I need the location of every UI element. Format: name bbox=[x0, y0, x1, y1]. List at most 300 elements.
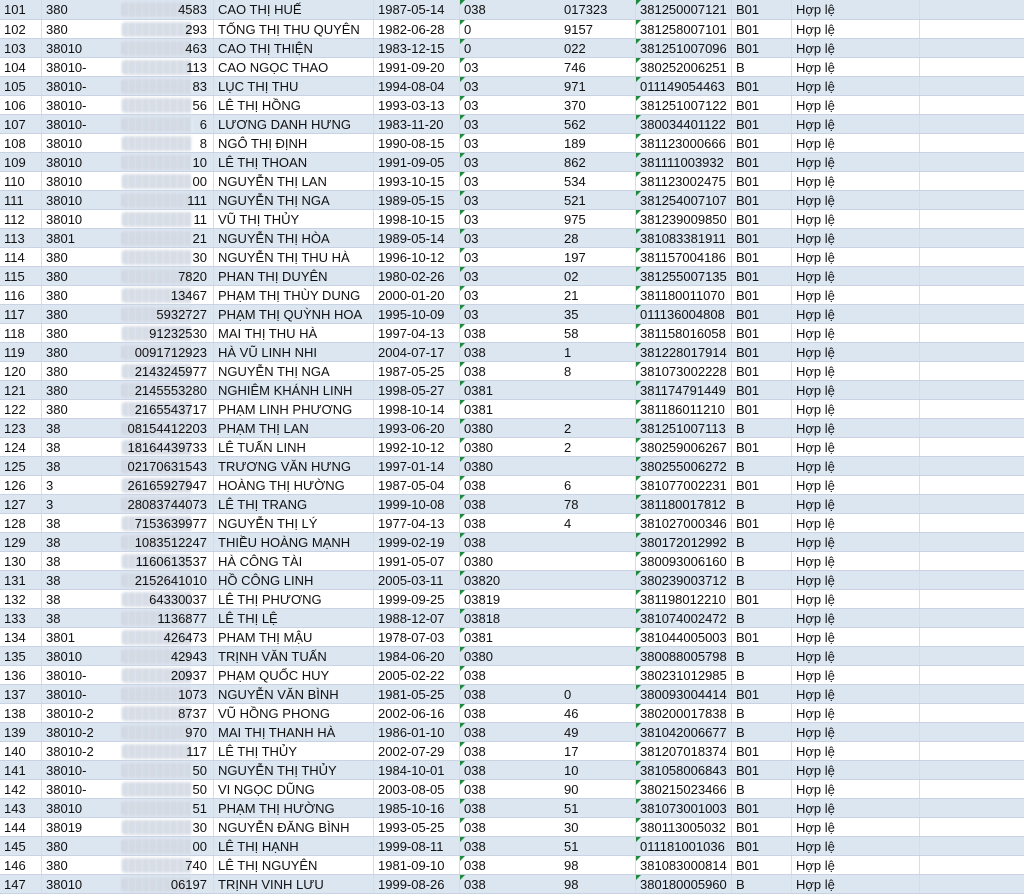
cell-insurance[interactable] bbox=[636, 457, 732, 475]
cell-status[interactable] bbox=[792, 514, 920, 532]
cell-dob[interactable] bbox=[374, 438, 460, 456]
cell-dob[interactable] bbox=[374, 495, 460, 513]
cell-dob[interactable] bbox=[374, 609, 460, 627]
cell-class[interactable] bbox=[732, 153, 792, 171]
cell-dob[interactable] bbox=[374, 248, 460, 266]
cell-status[interactable] bbox=[792, 609, 920, 627]
cell-name[interactable] bbox=[214, 267, 374, 285]
cell-insurance[interactable] bbox=[636, 799, 732, 817]
cell-insurance[interactable] bbox=[636, 875, 732, 893]
cell-index[interactable] bbox=[0, 438, 42, 456]
cell-code[interactable] bbox=[42, 590, 214, 608]
cell-empty[interactable] bbox=[920, 571, 1024, 589]
cell-phone[interactable] bbox=[460, 58, 636, 76]
cell-empty[interactable] bbox=[920, 799, 1024, 817]
cell-name[interactable] bbox=[214, 514, 374, 532]
cell-insurance[interactable] bbox=[636, 628, 732, 646]
cell-index[interactable] bbox=[0, 20, 42, 38]
cell-index[interactable] bbox=[0, 172, 42, 190]
cell-status[interactable] bbox=[792, 400, 920, 418]
cell-status[interactable] bbox=[792, 267, 920, 285]
cell-name[interactable] bbox=[214, 533, 374, 551]
cell-status[interactable] bbox=[792, 723, 920, 741]
cell-dob[interactable] bbox=[374, 153, 460, 171]
cell-index[interactable] bbox=[0, 77, 42, 95]
cell-empty[interactable] bbox=[920, 362, 1024, 380]
cell-code[interactable] bbox=[42, 191, 214, 209]
table-row[interactable] bbox=[0, 115, 1024, 134]
cell-phone[interactable] bbox=[460, 856, 636, 874]
cell-phone[interactable] bbox=[460, 533, 636, 551]
cell-code[interactable] bbox=[42, 818, 214, 836]
cell-name[interactable] bbox=[214, 324, 374, 342]
cell-name[interactable] bbox=[214, 552, 374, 570]
cell-status[interactable] bbox=[792, 191, 920, 209]
cell-code[interactable] bbox=[42, 666, 214, 684]
cell-phone[interactable] bbox=[460, 134, 636, 152]
cell-phone[interactable] bbox=[460, 400, 636, 418]
cell-class[interactable] bbox=[732, 495, 792, 513]
cell-phone[interactable] bbox=[460, 172, 636, 190]
cell-empty[interactable] bbox=[920, 666, 1024, 684]
table-row[interactable] bbox=[0, 362, 1024, 381]
table-row[interactable] bbox=[0, 210, 1024, 229]
cell-code[interactable] bbox=[42, 362, 214, 380]
cell-class[interactable] bbox=[732, 134, 792, 152]
cell-code[interactable] bbox=[42, 685, 214, 703]
cell-dob[interactable] bbox=[374, 286, 460, 304]
cell-phone[interactable] bbox=[460, 438, 636, 456]
cell-insurance[interactable] bbox=[636, 248, 732, 266]
cell-insurance[interactable] bbox=[636, 267, 732, 285]
cell-index[interactable] bbox=[0, 571, 42, 589]
cell-empty[interactable] bbox=[920, 761, 1024, 779]
cell-class[interactable] bbox=[732, 780, 792, 798]
cell-empty[interactable] bbox=[920, 837, 1024, 855]
table-row[interactable] bbox=[0, 267, 1024, 286]
cell-name[interactable] bbox=[214, 0, 374, 19]
cell-empty[interactable] bbox=[920, 20, 1024, 38]
cell-insurance[interactable] bbox=[636, 704, 732, 722]
cell-phone[interactable] bbox=[460, 628, 636, 646]
table-row[interactable] bbox=[0, 153, 1024, 172]
cell-insurance[interactable] bbox=[636, 172, 732, 190]
cell-name[interactable] bbox=[214, 685, 374, 703]
cell-dob[interactable] bbox=[374, 229, 460, 247]
cell-code[interactable] bbox=[42, 134, 214, 152]
cell-index[interactable] bbox=[0, 799, 42, 817]
cell-insurance[interactable] bbox=[636, 229, 732, 247]
cell-dob[interactable] bbox=[374, 837, 460, 855]
cell-empty[interactable] bbox=[920, 514, 1024, 532]
cell-empty[interactable] bbox=[920, 476, 1024, 494]
cell-status[interactable] bbox=[792, 248, 920, 266]
cell-insurance[interactable] bbox=[636, 381, 732, 399]
cell-name[interactable] bbox=[214, 305, 374, 323]
cell-name[interactable] bbox=[214, 172, 374, 190]
cell-name[interactable] bbox=[214, 647, 374, 665]
cell-code[interactable] bbox=[42, 210, 214, 228]
cell-status[interactable] bbox=[792, 761, 920, 779]
cell-class[interactable] bbox=[732, 115, 792, 133]
cell-name[interactable] bbox=[214, 818, 374, 836]
cell-status[interactable] bbox=[792, 704, 920, 722]
cell-empty[interactable] bbox=[920, 267, 1024, 285]
cell-status[interactable] bbox=[792, 419, 920, 437]
cell-empty[interactable] bbox=[920, 248, 1024, 266]
cell-class[interactable] bbox=[732, 419, 792, 437]
cell-dob[interactable] bbox=[374, 343, 460, 361]
cell-empty[interactable] bbox=[920, 96, 1024, 114]
cell-index[interactable] bbox=[0, 495, 42, 513]
cell-dob[interactable] bbox=[374, 58, 460, 76]
cell-code[interactable] bbox=[42, 343, 214, 361]
cell-code[interactable] bbox=[42, 514, 214, 532]
table-row[interactable] bbox=[0, 58, 1024, 77]
cell-code[interactable] bbox=[42, 780, 214, 798]
cell-status[interactable] bbox=[792, 628, 920, 646]
cell-index[interactable] bbox=[0, 780, 42, 798]
cell-insurance[interactable] bbox=[636, 780, 732, 798]
cell-class[interactable] bbox=[732, 381, 792, 399]
cell-empty[interactable] bbox=[920, 590, 1024, 608]
cell-empty[interactable] bbox=[920, 134, 1024, 152]
cell-status[interactable] bbox=[792, 818, 920, 836]
cell-index[interactable] bbox=[0, 362, 42, 380]
cell-index[interactable] bbox=[0, 229, 42, 247]
cell-dob[interactable] bbox=[374, 856, 460, 874]
cell-status[interactable] bbox=[792, 134, 920, 152]
cell-class[interactable] bbox=[732, 267, 792, 285]
cell-class[interactable] bbox=[732, 761, 792, 779]
cell-dob[interactable] bbox=[374, 514, 460, 532]
cell-insurance[interactable] bbox=[636, 191, 732, 209]
cell-phone[interactable] bbox=[460, 305, 636, 323]
table-row[interactable] bbox=[0, 39, 1024, 58]
cell-code[interactable] bbox=[42, 400, 214, 418]
cell-class[interactable] bbox=[732, 362, 792, 380]
cell-class[interactable] bbox=[732, 191, 792, 209]
cell-name[interactable] bbox=[214, 742, 374, 760]
cell-empty[interactable] bbox=[920, 324, 1024, 342]
cell-dob[interactable] bbox=[374, 324, 460, 342]
cell-class[interactable] bbox=[732, 58, 792, 76]
cell-code[interactable] bbox=[42, 704, 214, 722]
cell-phone[interactable] bbox=[460, 96, 636, 114]
cell-code[interactable] bbox=[42, 286, 214, 304]
cell-dob[interactable] bbox=[374, 628, 460, 646]
cell-insurance[interactable] bbox=[636, 115, 732, 133]
cell-phone[interactable] bbox=[460, 115, 636, 133]
cell-class[interactable] bbox=[732, 39, 792, 57]
cell-name[interactable] bbox=[214, 20, 374, 38]
cell-index[interactable] bbox=[0, 0, 42, 19]
table-row[interactable] bbox=[0, 533, 1024, 552]
cell-dob[interactable] bbox=[374, 590, 460, 608]
cell-code[interactable] bbox=[42, 476, 214, 494]
cell-phone[interactable] bbox=[460, 875, 636, 893]
cell-name[interactable] bbox=[214, 134, 374, 152]
cell-index[interactable] bbox=[0, 628, 42, 646]
cell-insurance[interactable] bbox=[636, 685, 732, 703]
cell-name[interactable] bbox=[214, 248, 374, 266]
cell-class[interactable] bbox=[732, 799, 792, 817]
table-row[interactable] bbox=[0, 77, 1024, 96]
table-row[interactable] bbox=[0, 799, 1024, 818]
cell-index[interactable] bbox=[0, 476, 42, 494]
table-row[interactable] bbox=[0, 723, 1024, 742]
cell-code[interactable] bbox=[42, 58, 214, 76]
cell-name[interactable] bbox=[214, 191, 374, 209]
table-row[interactable] bbox=[0, 0, 1024, 20]
cell-dob[interactable] bbox=[374, 552, 460, 570]
cell-name[interactable] bbox=[214, 58, 374, 76]
cell-phone[interactable] bbox=[460, 761, 636, 779]
cell-empty[interactable] bbox=[920, 495, 1024, 513]
cell-insurance[interactable] bbox=[636, 153, 732, 171]
cell-phone[interactable] bbox=[460, 153, 636, 171]
cell-insurance[interactable] bbox=[636, 514, 732, 532]
table-row[interactable] bbox=[0, 286, 1024, 305]
cell-phone[interactable] bbox=[460, 381, 636, 399]
cell-class[interactable] bbox=[732, 77, 792, 95]
cell-status[interactable] bbox=[792, 381, 920, 399]
cell-class[interactable] bbox=[732, 609, 792, 627]
cell-phone[interactable] bbox=[460, 495, 636, 513]
cell-empty[interactable] bbox=[920, 552, 1024, 570]
cell-phone[interactable] bbox=[460, 210, 636, 228]
cell-name[interactable] bbox=[214, 609, 374, 627]
cell-dob[interactable] bbox=[374, 134, 460, 152]
cell-empty[interactable] bbox=[920, 704, 1024, 722]
table-row[interactable] bbox=[0, 191, 1024, 210]
cell-phone[interactable] bbox=[460, 514, 636, 532]
cell-class[interactable] bbox=[732, 837, 792, 855]
cell-insurance[interactable] bbox=[636, 647, 732, 665]
cell-name[interactable] bbox=[214, 761, 374, 779]
cell-code[interactable] bbox=[42, 115, 214, 133]
table-row[interactable] bbox=[0, 20, 1024, 39]
table-row[interactable] bbox=[0, 96, 1024, 115]
cell-name[interactable] bbox=[214, 799, 374, 817]
table-row[interactable] bbox=[0, 419, 1024, 438]
cell-dob[interactable] bbox=[374, 685, 460, 703]
cell-empty[interactable] bbox=[920, 381, 1024, 399]
table-row[interactable] bbox=[0, 875, 1024, 894]
table-row[interactable] bbox=[0, 742, 1024, 761]
cell-insurance[interactable] bbox=[636, 134, 732, 152]
cell-index[interactable] bbox=[0, 343, 42, 361]
cell-code[interactable] bbox=[42, 628, 214, 646]
cell-phone[interactable] bbox=[460, 818, 636, 836]
table-row[interactable] bbox=[0, 590, 1024, 609]
table-row[interactable] bbox=[0, 514, 1024, 533]
cell-phone[interactable] bbox=[460, 286, 636, 304]
cell-phone[interactable] bbox=[460, 476, 636, 494]
cell-status[interactable] bbox=[792, 229, 920, 247]
cell-class[interactable] bbox=[732, 96, 792, 114]
cell-status[interactable] bbox=[792, 0, 920, 19]
cell-empty[interactable] bbox=[920, 818, 1024, 836]
cell-class[interactable] bbox=[732, 172, 792, 190]
cell-name[interactable] bbox=[214, 856, 374, 874]
cell-phone[interactable] bbox=[460, 742, 636, 760]
cell-dob[interactable] bbox=[374, 77, 460, 95]
cell-empty[interactable] bbox=[920, 153, 1024, 171]
cell-dob[interactable] bbox=[374, 20, 460, 38]
cell-code[interactable] bbox=[42, 609, 214, 627]
cell-class[interactable] bbox=[732, 248, 792, 266]
cell-insurance[interactable] bbox=[636, 400, 732, 418]
cell-status[interactable] bbox=[792, 305, 920, 323]
cell-index[interactable] bbox=[0, 134, 42, 152]
cell-class[interactable] bbox=[732, 818, 792, 836]
cell-index[interactable] bbox=[0, 39, 42, 57]
table-row[interactable] bbox=[0, 172, 1024, 191]
cell-status[interactable] bbox=[792, 476, 920, 494]
cell-empty[interactable] bbox=[920, 609, 1024, 627]
cell-phone[interactable] bbox=[460, 20, 636, 38]
cell-code[interactable] bbox=[42, 96, 214, 114]
cell-index[interactable] bbox=[0, 115, 42, 133]
cell-insurance[interactable] bbox=[636, 305, 732, 323]
cell-name[interactable] bbox=[214, 77, 374, 95]
cell-phone[interactable] bbox=[460, 457, 636, 475]
cell-empty[interactable] bbox=[920, 77, 1024, 95]
cell-name[interactable] bbox=[214, 704, 374, 722]
cell-index[interactable] bbox=[0, 818, 42, 836]
cell-empty[interactable] bbox=[920, 286, 1024, 304]
cell-code[interactable] bbox=[42, 153, 214, 171]
cell-index[interactable] bbox=[0, 96, 42, 114]
cell-code[interactable] bbox=[42, 571, 214, 589]
table-row[interactable] bbox=[0, 780, 1024, 799]
cell-name[interactable] bbox=[214, 476, 374, 494]
cell-insurance[interactable] bbox=[636, 438, 732, 456]
cell-status[interactable] bbox=[792, 590, 920, 608]
table-row[interactable] bbox=[0, 837, 1024, 856]
cell-insurance[interactable] bbox=[636, 609, 732, 627]
cell-dob[interactable] bbox=[374, 647, 460, 665]
cell-empty[interactable] bbox=[920, 875, 1024, 893]
cell-index[interactable] bbox=[0, 647, 42, 665]
cell-phone[interactable] bbox=[460, 0, 636, 19]
cell-class[interactable] bbox=[732, 476, 792, 494]
table-row[interactable] bbox=[0, 305, 1024, 324]
cell-name[interactable] bbox=[214, 875, 374, 893]
cell-insurance[interactable] bbox=[636, 742, 732, 760]
cell-name[interactable] bbox=[214, 39, 374, 57]
cell-name[interactable] bbox=[214, 343, 374, 361]
table-row[interactable] bbox=[0, 571, 1024, 590]
cell-name[interactable] bbox=[214, 666, 374, 684]
cell-empty[interactable] bbox=[920, 457, 1024, 475]
cell-class[interactable] bbox=[732, 0, 792, 19]
cell-empty[interactable] bbox=[920, 419, 1024, 437]
table-row[interactable] bbox=[0, 495, 1024, 514]
cell-code[interactable] bbox=[42, 0, 214, 19]
cell-class[interactable] bbox=[732, 400, 792, 418]
cell-dob[interactable] bbox=[374, 267, 460, 285]
cell-index[interactable] bbox=[0, 248, 42, 266]
cell-index[interactable] bbox=[0, 856, 42, 874]
cell-index[interactable] bbox=[0, 514, 42, 532]
cell-code[interactable] bbox=[42, 229, 214, 247]
cell-dob[interactable] bbox=[374, 457, 460, 475]
cell-name[interactable] bbox=[214, 153, 374, 171]
cell-class[interactable] bbox=[732, 856, 792, 874]
cell-name[interactable] bbox=[214, 115, 374, 133]
table-row[interactable] bbox=[0, 343, 1024, 362]
table-row[interactable] bbox=[0, 400, 1024, 419]
cell-status[interactable] bbox=[792, 457, 920, 475]
cell-status[interactable] bbox=[792, 210, 920, 228]
cell-empty[interactable] bbox=[920, 780, 1024, 798]
cell-insurance[interactable] bbox=[636, 286, 732, 304]
cell-dob[interactable] bbox=[374, 666, 460, 684]
cell-class[interactable] bbox=[732, 210, 792, 228]
cell-insurance[interactable] bbox=[636, 533, 732, 551]
cell-code[interactable] bbox=[42, 324, 214, 342]
cell-name[interactable] bbox=[214, 628, 374, 646]
cell-class[interactable] bbox=[732, 514, 792, 532]
cell-name[interactable] bbox=[214, 837, 374, 855]
cell-phone[interactable] bbox=[460, 419, 636, 437]
cell-name[interactable] bbox=[214, 400, 374, 418]
cell-name[interactable] bbox=[214, 419, 374, 437]
cell-dob[interactable] bbox=[374, 400, 460, 418]
cell-phone[interactable] bbox=[460, 571, 636, 589]
cell-empty[interactable] bbox=[920, 0, 1024, 19]
cell-insurance[interactable] bbox=[636, 818, 732, 836]
cell-class[interactable] bbox=[732, 229, 792, 247]
cell-insurance[interactable] bbox=[636, 210, 732, 228]
cell-empty[interactable] bbox=[920, 172, 1024, 190]
cell-class[interactable] bbox=[732, 647, 792, 665]
cell-index[interactable] bbox=[0, 58, 42, 76]
cell-empty[interactable] bbox=[920, 742, 1024, 760]
cell-status[interactable] bbox=[792, 324, 920, 342]
cell-code[interactable] bbox=[42, 837, 214, 855]
cell-index[interactable] bbox=[0, 704, 42, 722]
cell-dob[interactable] bbox=[374, 571, 460, 589]
cell-code[interactable] bbox=[42, 172, 214, 190]
cell-status[interactable] bbox=[792, 77, 920, 95]
cell-status[interactable] bbox=[792, 286, 920, 304]
cell-insurance[interactable] bbox=[636, 362, 732, 380]
cell-class[interactable] bbox=[732, 286, 792, 304]
cell-insurance[interactable] bbox=[636, 324, 732, 342]
cell-empty[interactable] bbox=[920, 191, 1024, 209]
table-row[interactable] bbox=[0, 628, 1024, 647]
cell-index[interactable] bbox=[0, 742, 42, 760]
cell-class[interactable] bbox=[732, 305, 792, 323]
cell-dob[interactable] bbox=[374, 210, 460, 228]
cell-status[interactable] bbox=[792, 495, 920, 513]
cell-code[interactable] bbox=[42, 20, 214, 38]
cell-status[interactable] bbox=[792, 39, 920, 57]
cell-name[interactable] bbox=[214, 362, 374, 380]
cell-status[interactable] bbox=[792, 571, 920, 589]
cell-class[interactable] bbox=[732, 628, 792, 646]
cell-phone[interactable] bbox=[460, 39, 636, 57]
cell-code[interactable] bbox=[42, 533, 214, 551]
cell-class[interactable] bbox=[732, 875, 792, 893]
cell-index[interactable] bbox=[0, 609, 42, 627]
cell-insurance[interactable] bbox=[636, 837, 732, 855]
cell-class[interactable] bbox=[732, 552, 792, 570]
cell-class[interactable] bbox=[732, 685, 792, 703]
